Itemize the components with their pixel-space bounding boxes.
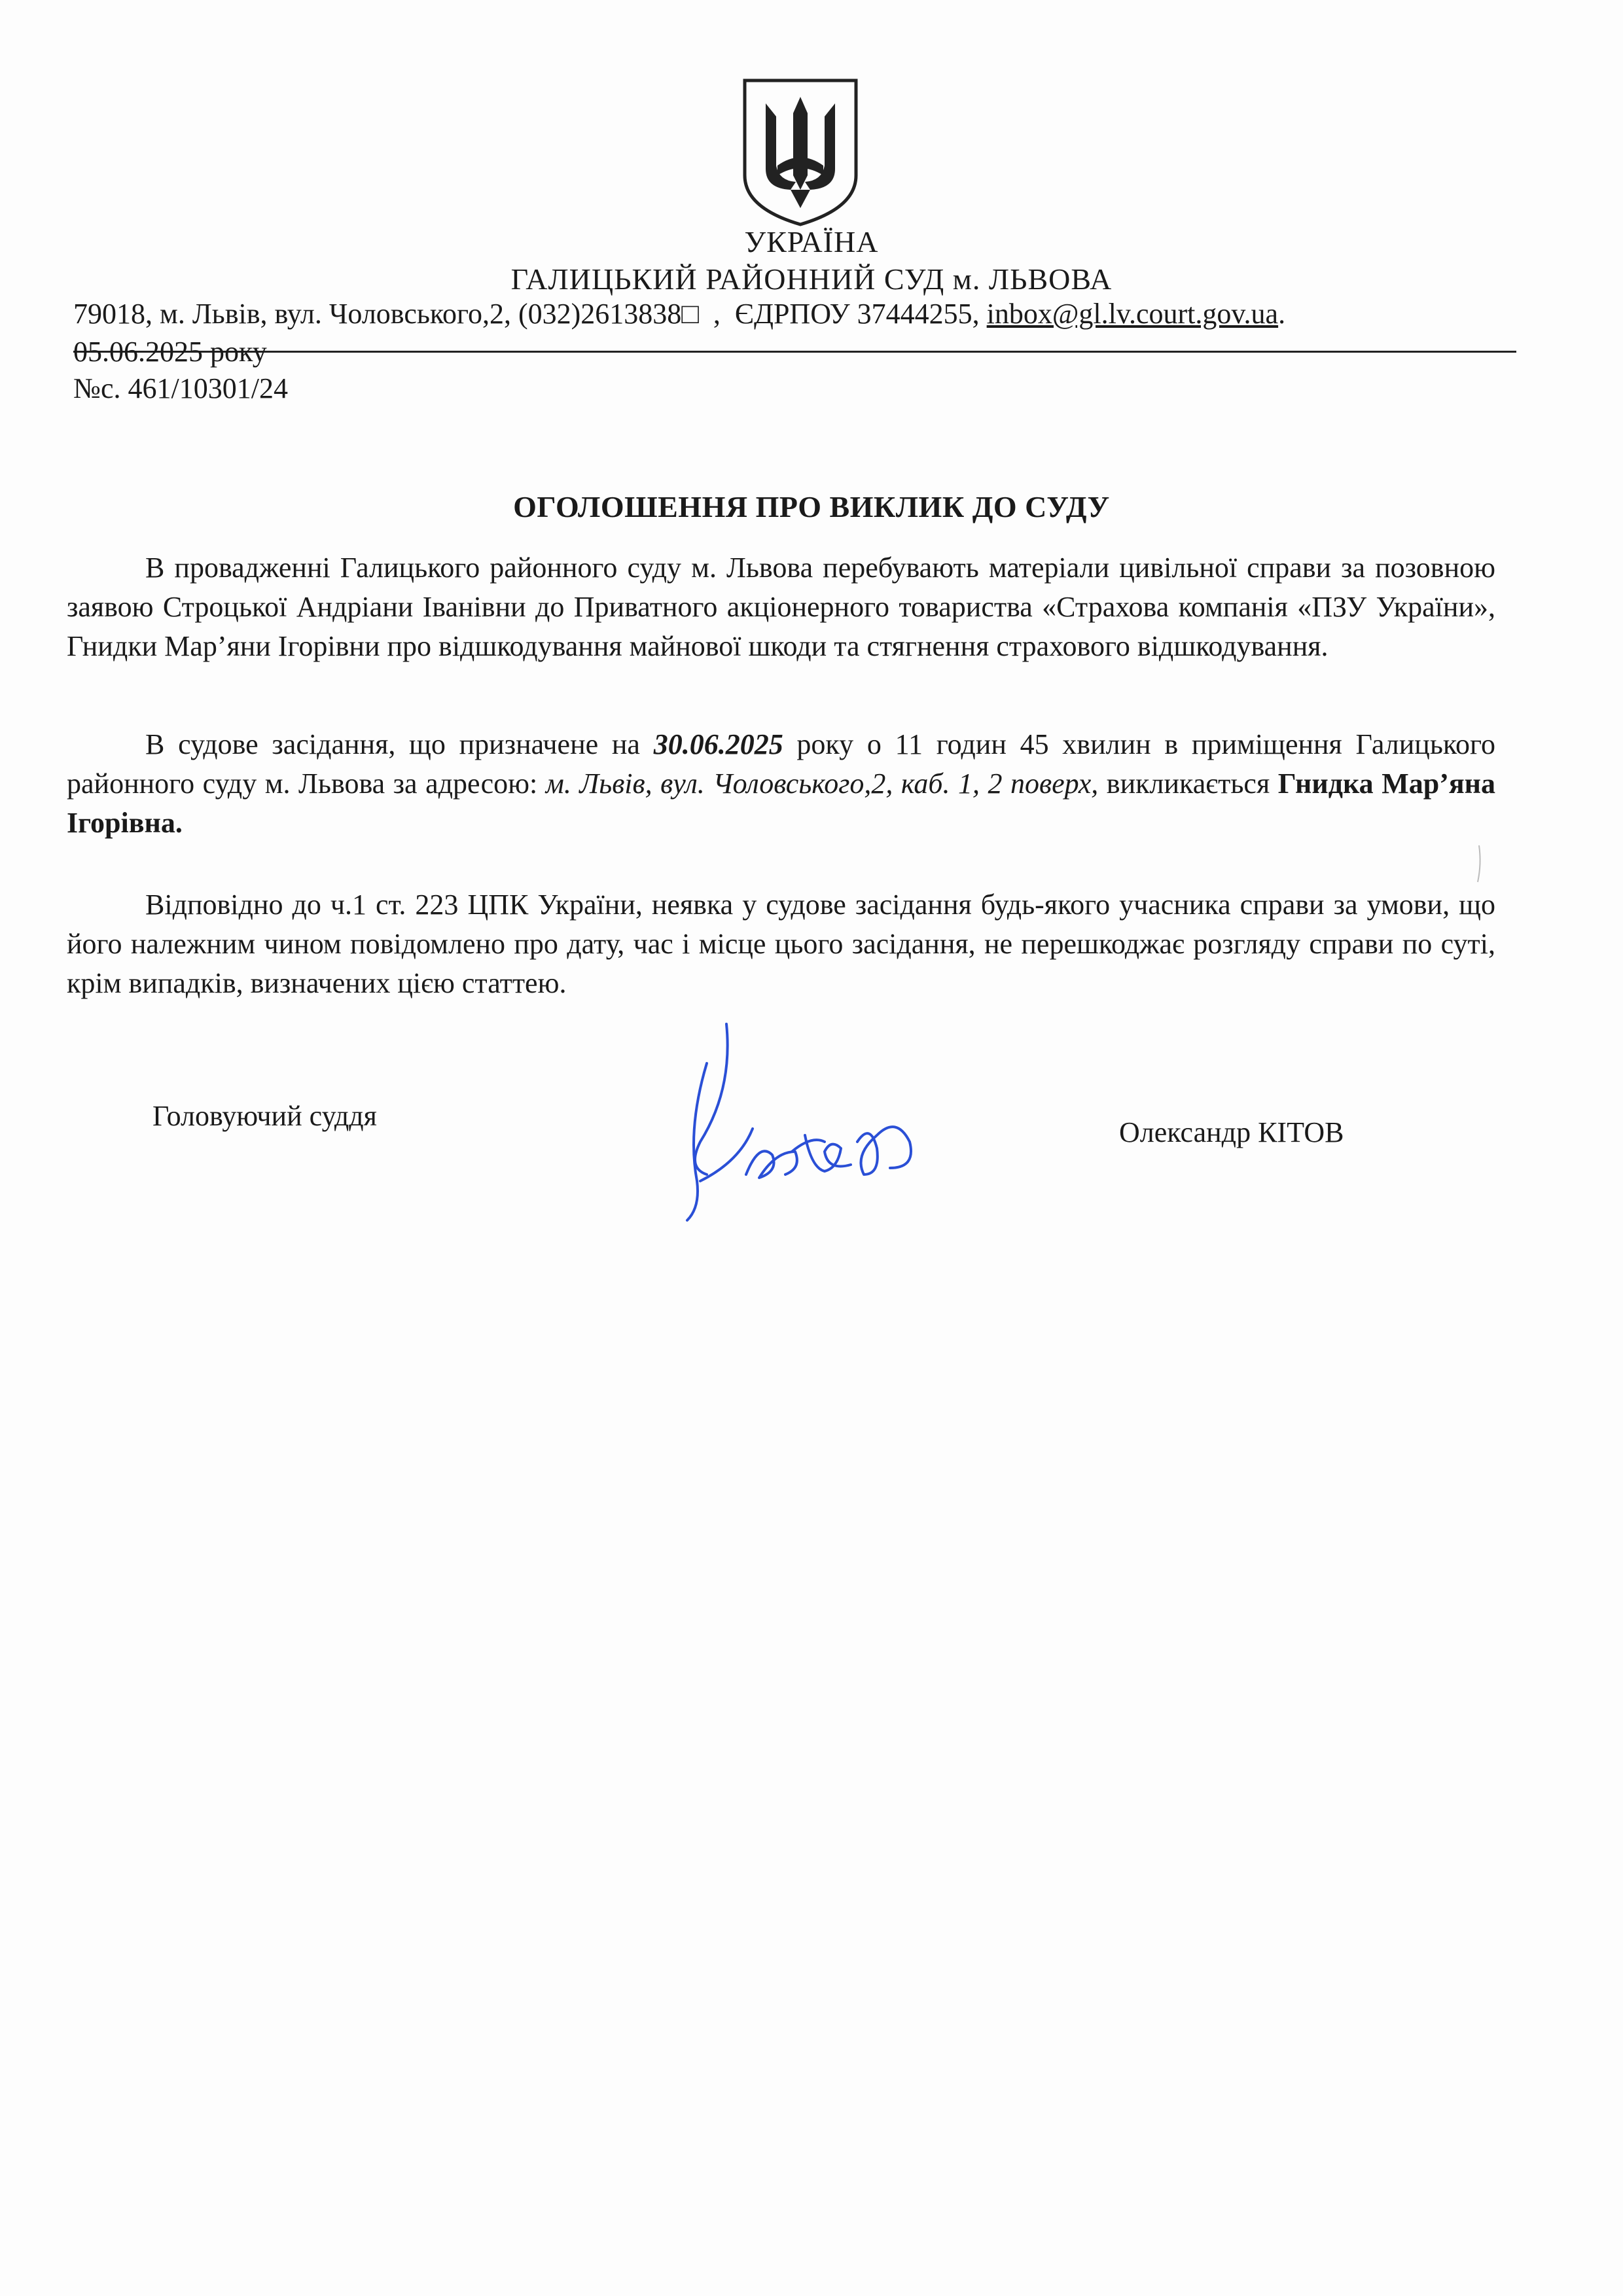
paragraph-legal-notice xyxy=(67,885,1495,1003)
country-heading: УКРАЇНА xyxy=(744,225,879,258)
paragraph-3-text: Відповідно до ч.1 ст. 223 ЦПК України, неявка у судове засідання будь-якого учасника справи за умови, що його належним чином повідомлено про дату, час і місце цього засідання, не перешкоджає розгляду справи по суті, крім випадків, визначених цією статтею. xyxy=(67,889,1495,999)
judge-name: Олександр КІТОВ xyxy=(1119,1116,1344,1148)
document-title: ОГОЛОШЕННЯ ПРО ВИКЛИК ДО СУДУ xyxy=(513,490,1110,523)
summoned-person: Гнидка Мар’яна Ігорівна. xyxy=(67,768,1496,839)
document-date: 05.06.2025 року xyxy=(73,336,267,368)
email-suffix: . xyxy=(1278,298,1286,330)
summons-text-c: викликається xyxy=(1098,768,1278,800)
court-address: 79018, м. Львів, вул. Чоловського,2, (032)2613838 xyxy=(73,298,682,330)
court-email: inbox@gl.lv.court.gov.ua xyxy=(986,298,1279,330)
phone-glyph: □ xyxy=(681,298,699,330)
paragraph-case-details xyxy=(67,548,1495,666)
paragraph-summons xyxy=(67,725,1495,843)
court-name: ГАЛИЦЬКИЙ РАЙОННИЙ СУД м. ЛЬВОВА xyxy=(510,262,1113,296)
tryzub-coat-of-arms-icon xyxy=(738,77,863,228)
summons-text-a: В судове засідання, що призначене на xyxy=(145,728,654,760)
case-number: №с. 461/10301/24 xyxy=(73,372,288,404)
judge-signature xyxy=(661,1011,1001,1227)
court-contacts: 79018, м. Львів, вул. Чоловського,2, (032)2613838□ , ЄДРПОУ 37444255, inbox@gl.lv.court.gov.ua. xyxy=(73,298,1286,330)
header-divider xyxy=(73,351,1516,353)
hearing-date: 30.06.2025 xyxy=(653,728,783,760)
paragraph-1-text: В провадженні Галицького районного суду м. Львова перебувають матеріали цивільної справи за позовною заявою Строцької Андріани Іванівни до Приватного акціонерного товариства «Страхова компанія «ПЗУ України», Гнидки Мар’яни Ігорівни про відшкодування майнової шкоди та стягнення страхового відшкодування. xyxy=(67,552,1495,662)
hearing-address: м. Львів, вул. Чоловського,2, каб. 1, 2 поверх, xyxy=(545,768,1099,800)
judge-position: Головуючий суддя xyxy=(152,1100,377,1132)
scan-mark xyxy=(1472,844,1486,883)
summons-text-b: року о 11 годин 45 хвилин в приміщення Галицького районного суду м. Львова за адресою: xyxy=(67,728,1495,800)
edrpou-code: ЄДРПОУ 37444255, xyxy=(734,298,980,330)
